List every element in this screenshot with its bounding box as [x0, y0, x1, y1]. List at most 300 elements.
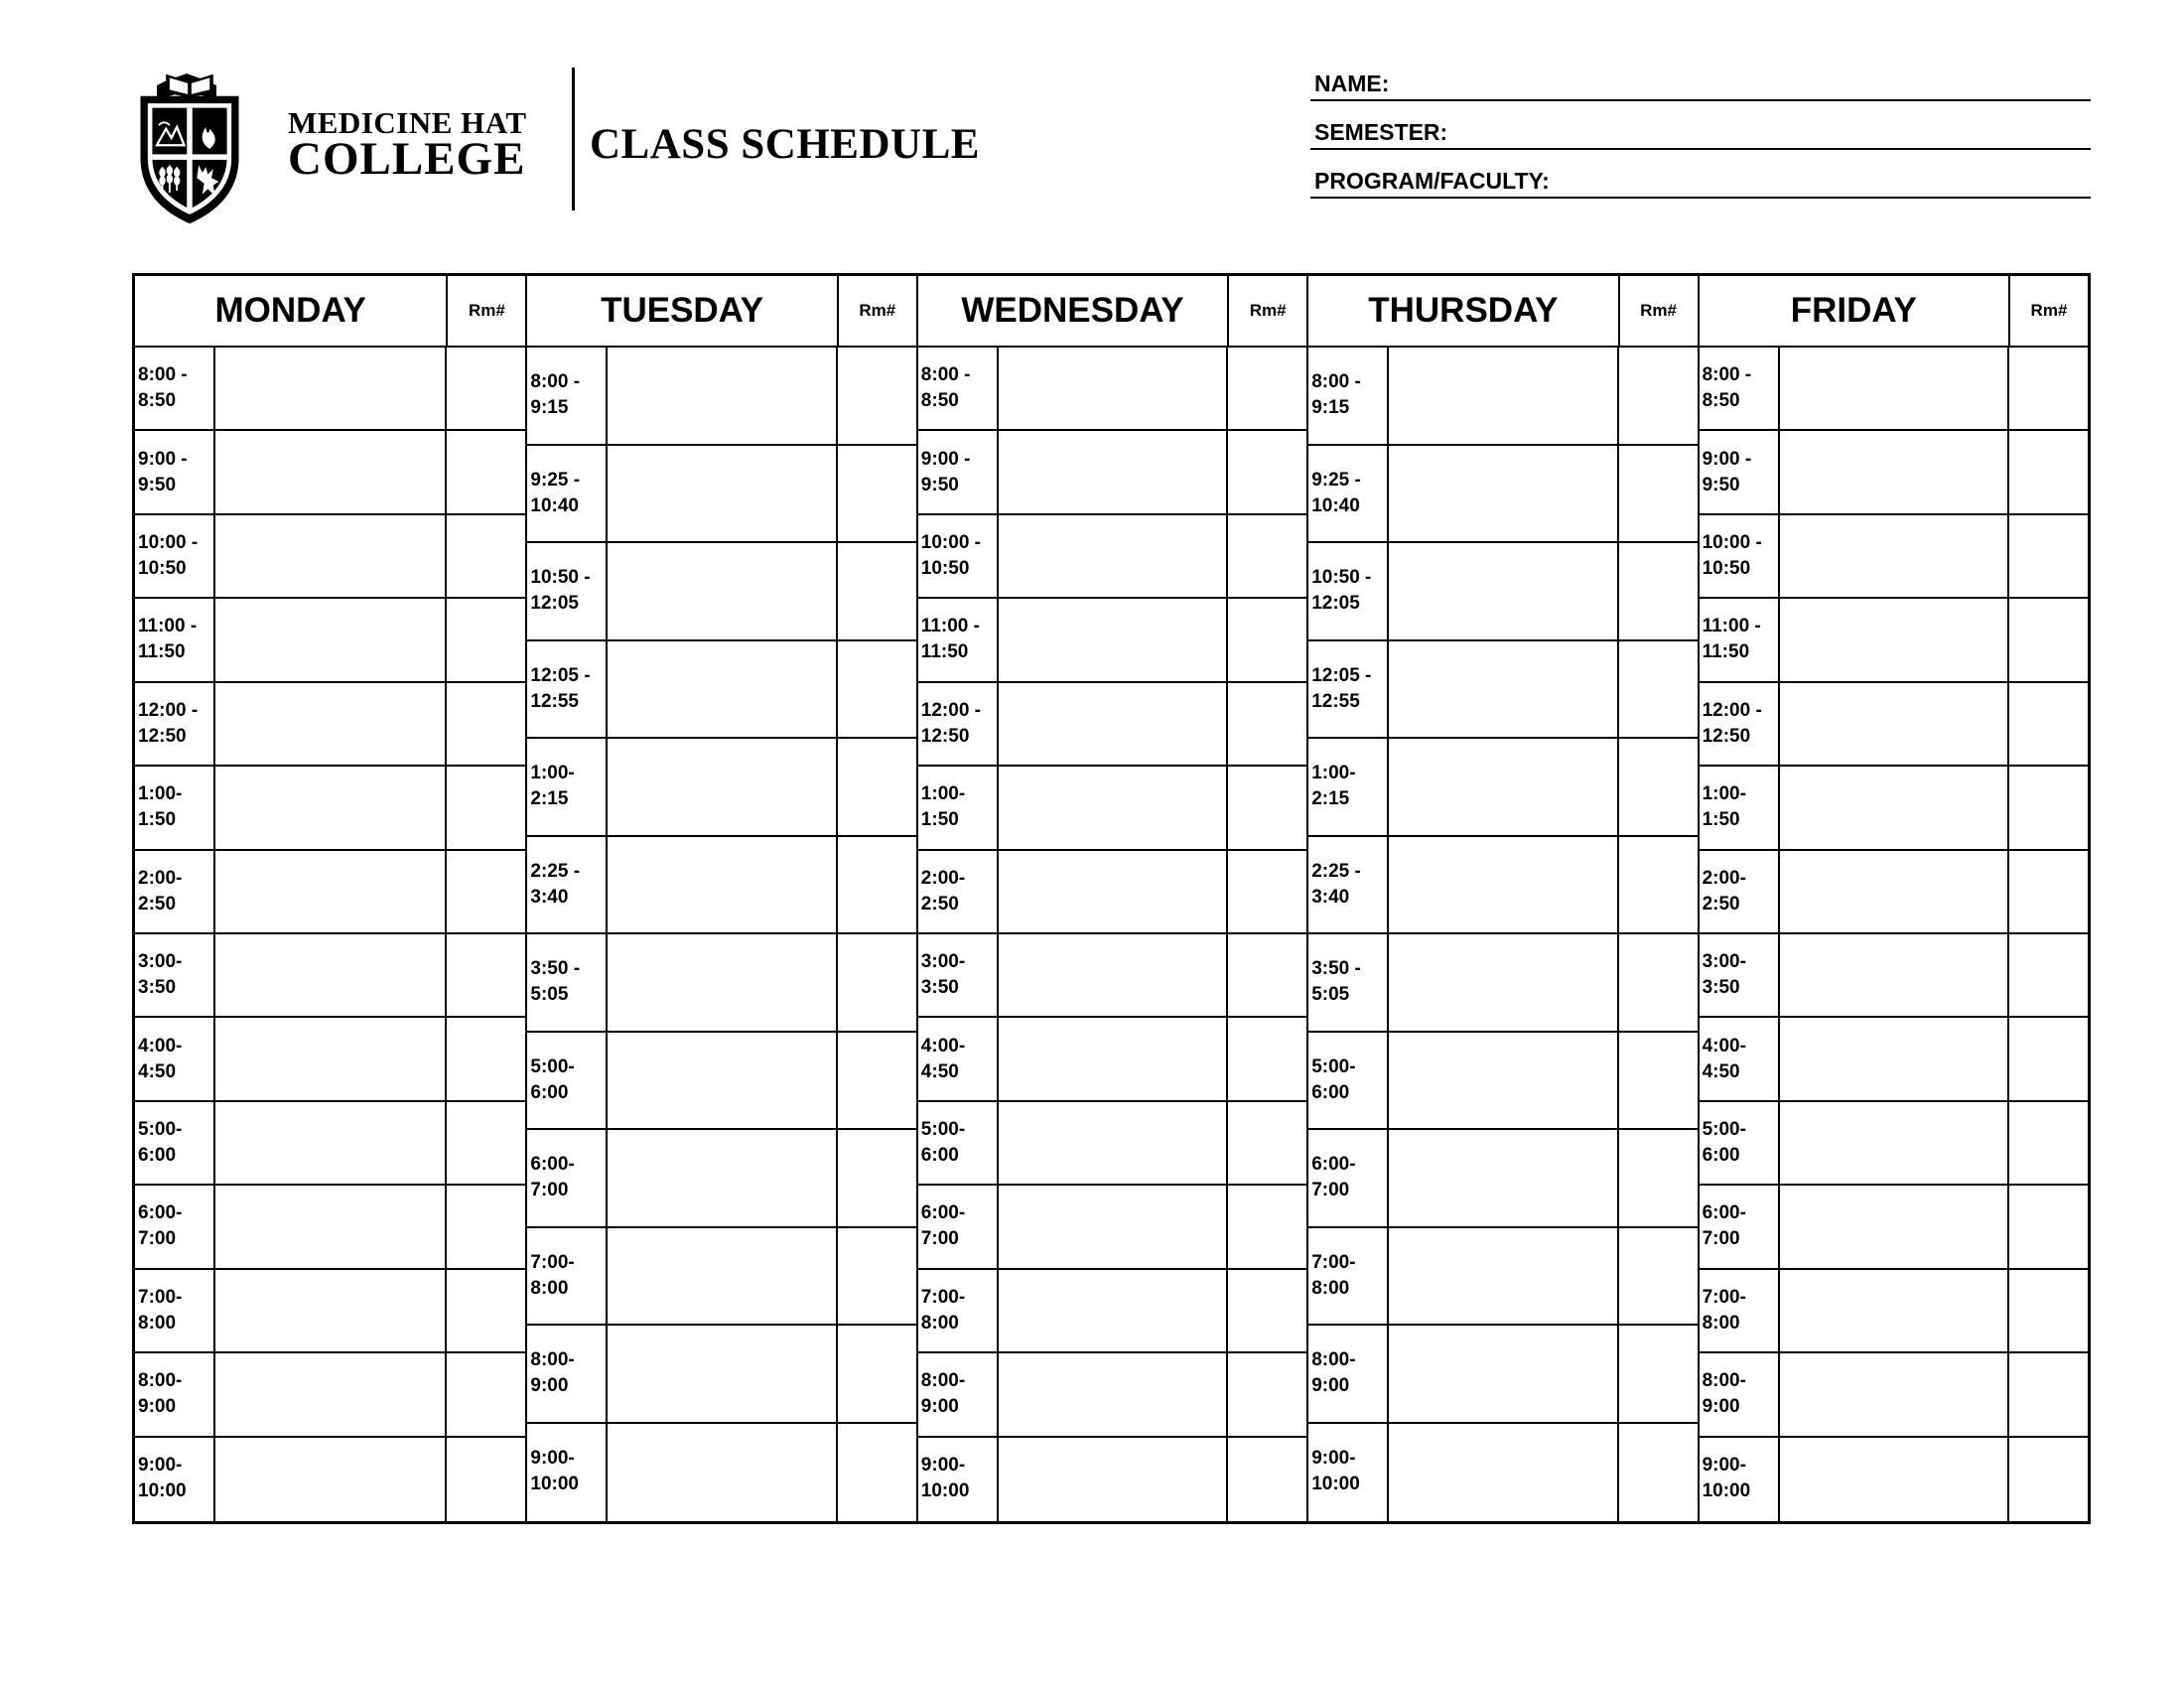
- time-slot-label: 6:00- 7:00: [920, 1202, 966, 1250]
- time-slot-row: [1700, 683, 2088, 767]
- course-cell[interactable]: [1779, 1102, 2008, 1184]
- time-slot-row: [527, 641, 915, 740]
- name-field-label: NAME:: [1314, 70, 1390, 96]
- room-cell[interactable]: [1618, 446, 1698, 542]
- course-cell[interactable]: [1388, 1228, 1617, 1325]
- time-slot-label: 1:00- 1:50: [920, 783, 966, 831]
- course-cell[interactable]: [998, 934, 1227, 1016]
- time-slot-row: [527, 348, 915, 446]
- time-slot-row: [135, 851, 525, 934]
- room-cell[interactable]: [446, 767, 525, 848]
- day-name: THURSDAY: [1368, 291, 1559, 330]
- time-slot-row: [1308, 1130, 1697, 1228]
- time-slot-row: [1700, 1018, 2088, 1101]
- room-cell[interactable]: [446, 851, 525, 932]
- time-slot-row: [1700, 1186, 2088, 1269]
- room-cell[interactable]: [1618, 739, 1698, 835]
- time-slot-row: [135, 1353, 525, 1437]
- course-cell[interactable]: [607, 739, 836, 835]
- day-column-monday: [135, 276, 525, 1521]
- course-cell[interactable]: [1779, 515, 2008, 597]
- room-column-label: Rm#: [2008, 276, 2088, 346]
- time-slot-row: [1700, 599, 2088, 682]
- time-slot-row: [527, 837, 915, 935]
- course-cell[interactable]: [1779, 1438, 2008, 1521]
- program-faculty-field[interactable]: [1310, 157, 2091, 199]
- time-slot-label: 8:00 - 9:15: [1311, 371, 1361, 419]
- course-cell[interactable]: [1779, 1018, 2008, 1099]
- course-cell[interactable]: [1388, 1130, 1617, 1226]
- time-slot-label: 3:50 - 5:05: [530, 958, 581, 1006]
- time-slot-row: [527, 934, 915, 1033]
- course-cell[interactable]: [998, 1438, 1227, 1521]
- course-cell[interactable]: [1388, 543, 1617, 639]
- time-slot-row: [135, 1438, 525, 1521]
- time-slot-label: 9:00 - 9:50: [920, 448, 971, 495]
- semester-field[interactable]: [1310, 108, 2091, 150]
- room-cell[interactable]: [837, 739, 916, 835]
- course-cell[interactable]: [607, 446, 836, 542]
- room-cell[interactable]: [446, 1438, 525, 1521]
- time-slot-label: 11:00 - 11:50: [138, 616, 198, 663]
- room-cell[interactable]: [1227, 851, 1306, 932]
- room-cell[interactable]: [837, 348, 916, 444]
- time-slot-label: 4:00- 4:50: [920, 1035, 966, 1082]
- course-cell[interactable]: [214, 515, 446, 597]
- time-slot-label: 2:00- 2:50: [920, 867, 966, 914]
- time-slot-row: [527, 739, 915, 837]
- room-column-label: Rm#: [1227, 276, 1306, 346]
- course-cell[interactable]: [214, 1438, 446, 1521]
- room-cell[interactable]: [837, 446, 916, 542]
- time-slot-label: 12:05 - 12:55: [1311, 664, 1372, 712]
- course-cell[interactable]: [214, 1186, 446, 1267]
- time-slot-row: [1308, 348, 1697, 446]
- time-slot-row: [1700, 767, 2088, 850]
- room-column-label: Rm#: [837, 276, 916, 346]
- program-faculty-field-label: PROGRAM/FACULTY:: [1314, 168, 1550, 194]
- room-cell[interactable]: [1618, 641, 1698, 738]
- time-slot-label: 5:00- 6:00: [920, 1119, 966, 1167]
- time-slot-label: 3:00- 3:50: [1702, 951, 1746, 999]
- time-slot-label: 9:00- 10:00: [530, 1447, 579, 1494]
- time-slot-label: 9:00- 10:00: [1311, 1447, 1360, 1494]
- course-cell[interactable]: [607, 1326, 836, 1422]
- room-cell[interactable]: [837, 1228, 916, 1325]
- time-slot-label: 2:25 - 3:40: [530, 860, 581, 908]
- time-slot-row: [527, 1326, 915, 1424]
- room-cell[interactable]: [2008, 1018, 2088, 1099]
- course-cell[interactable]: [998, 1102, 1227, 1184]
- room-cell[interactable]: [446, 1186, 525, 1267]
- course-cell[interactable]: [998, 431, 1227, 512]
- course-cell[interactable]: [607, 1424, 836, 1522]
- room-cell[interactable]: [1618, 1130, 1698, 1226]
- room-cell[interactable]: [1227, 1353, 1306, 1435]
- course-cell[interactable]: [214, 767, 446, 848]
- course-cell[interactable]: [1779, 1353, 2008, 1435]
- course-cell[interactable]: [1388, 1424, 1617, 1522]
- time-slot-label: 9:00 - 9:50: [1702, 448, 1752, 495]
- time-slot-row: [527, 1228, 915, 1327]
- column-divider: [1387, 348, 1389, 1521]
- course-cell[interactable]: [1388, 446, 1617, 542]
- room-cell[interactable]: [837, 1033, 916, 1129]
- time-slot-label: 9:00- 10:00: [138, 1454, 187, 1501]
- day-header: [1308, 276, 1697, 348]
- time-slot-row: [135, 1270, 525, 1353]
- course-cell[interactable]: [1779, 1186, 2008, 1267]
- course-cell[interactable]: [998, 767, 1227, 848]
- room-cell[interactable]: [1227, 599, 1306, 680]
- room-cell[interactable]: [837, 1326, 916, 1422]
- room-cell[interactable]: [1227, 934, 1306, 1016]
- time-slot-row: [527, 446, 915, 544]
- time-slot-row: [1700, 515, 2088, 599]
- room-cell[interactable]: [1227, 1186, 1306, 1267]
- time-slot-label: 11:00 - 11:50: [920, 616, 980, 663]
- room-cell[interactable]: [1227, 431, 1306, 512]
- course-cell[interactable]: [607, 641, 836, 738]
- room-cell[interactable]: [837, 1424, 916, 1522]
- course-cell[interactable]: [1779, 599, 2008, 680]
- time-slot-row: [1308, 934, 1697, 1033]
- room-cell[interactable]: [1618, 543, 1698, 639]
- time-slot-row: [1700, 1270, 2088, 1353]
- course-cell[interactable]: [607, 1130, 836, 1226]
- course-cell[interactable]: [1388, 641, 1617, 738]
- room-cell[interactable]: [2008, 934, 2088, 1016]
- time-slot-label: 8:00- 9:00: [138, 1370, 183, 1418]
- time-slot-label: 7:00- 8:00: [1311, 1251, 1356, 1299]
- room-cell[interactable]: [446, 1353, 525, 1435]
- course-cell[interactable]: [607, 934, 836, 1031]
- column-divider: [1778, 348, 1780, 1521]
- course-cell[interactable]: [214, 1102, 446, 1184]
- course-cell[interactable]: [607, 837, 836, 933]
- day-name: FRIDAY: [1790, 291, 1917, 330]
- course-cell[interactable]: [607, 1228, 836, 1325]
- course-cell[interactable]: [214, 683, 446, 765]
- time-slot-label: 1:00- 2:15: [1311, 763, 1356, 810]
- room-cell[interactable]: [1618, 348, 1698, 444]
- time-slot-label: 8:00 - 8:50: [138, 364, 188, 412]
- time-slot-label: 10:50 - 12:05: [1311, 567, 1372, 615]
- time-slot-label: 3:00- 3:50: [920, 951, 966, 999]
- time-slot-label: 10:00 - 10:50: [920, 532, 981, 580]
- room-column-label: Rm#: [1618, 276, 1698, 346]
- course-cell[interactable]: [998, 515, 1227, 597]
- course-cell[interactable]: [607, 348, 836, 444]
- room-column-label: Rm#: [446, 276, 525, 346]
- time-slot-row: [527, 1424, 915, 1522]
- time-slot-label: 10:50 - 12:05: [530, 567, 591, 615]
- time-slot-label: 9:00 - 9:50: [138, 448, 188, 495]
- time-slot-label: 12:00 - 12:50: [138, 699, 199, 747]
- column-divider: [997, 348, 999, 1521]
- day-header: [527, 276, 915, 348]
- room-cell[interactable]: [837, 934, 916, 1031]
- room-cell[interactable]: [1227, 348, 1306, 429]
- room-cell[interactable]: [446, 431, 525, 512]
- time-slot-row: [135, 1102, 525, 1186]
- time-slot-row: [135, 767, 525, 850]
- time-slot-label: 9:25 - 10:40: [1311, 469, 1361, 516]
- time-slot-label: 11:00 - 11:50: [1702, 616, 1761, 663]
- room-cell[interactable]: [2008, 599, 2088, 680]
- course-cell[interactable]: [1779, 851, 2008, 932]
- time-slot-row: [527, 543, 915, 641]
- course-cell[interactable]: [214, 1018, 446, 1099]
- time-slot-label: 8:00 - 8:50: [1702, 364, 1752, 412]
- room-cell[interactable]: [1618, 1424, 1698, 1522]
- time-slot-label: 5:00- 6:00: [1702, 1119, 1746, 1167]
- time-slot-label: 9:25 - 10:40: [530, 469, 581, 516]
- room-cell[interactable]: [1618, 1033, 1698, 1129]
- room-cell[interactable]: [2008, 1186, 2088, 1267]
- course-cell[interactable]: [1779, 1270, 2008, 1351]
- time-slot-row: [918, 348, 1306, 431]
- time-slot-label: 8:00- 9:00: [1311, 1349, 1356, 1397]
- room-cell[interactable]: [2008, 851, 2088, 932]
- time-slot-row: [135, 1186, 525, 1269]
- time-slot-row: [527, 1033, 915, 1131]
- course-cell[interactable]: [1779, 767, 2008, 848]
- course-cell[interactable]: [998, 1018, 1227, 1099]
- course-cell[interactable]: [214, 1353, 446, 1435]
- course-cell[interactable]: [1388, 739, 1617, 835]
- time-slot-row: [918, 515, 1306, 599]
- day-header: [135, 276, 525, 348]
- day-column-thursday: [1306, 276, 1697, 1521]
- time-slot-row: [135, 515, 525, 599]
- time-slot-row: [918, 431, 1306, 514]
- course-cell[interactable]: [1388, 1326, 1617, 1422]
- time-slot-row: [135, 1018, 525, 1101]
- column-divider: [445, 348, 447, 1521]
- course-cell[interactable]: [214, 431, 446, 512]
- time-slot-row: [1700, 431, 2088, 514]
- column-divider: [2007, 348, 2009, 1521]
- time-slot-label: 8:00- 9:00: [1702, 1370, 1746, 1418]
- day-header: [1700, 276, 2088, 348]
- room-cell[interactable]: [446, 1270, 525, 1351]
- course-cell[interactable]: [1388, 1033, 1617, 1129]
- room-cell[interactable]: [2008, 683, 2088, 765]
- time-slot-label: 6:00- 7:00: [1311, 1154, 1356, 1201]
- course-cell[interactable]: [1388, 934, 1617, 1031]
- course-cell[interactable]: [1388, 348, 1617, 444]
- time-slot-row: [918, 683, 1306, 767]
- time-slot-row: [918, 1353, 1306, 1437]
- semester-field-label: SEMESTER:: [1314, 119, 1448, 145]
- time-slot-label: 5:00- 6:00: [530, 1055, 575, 1103]
- time-slot-label: 3:00- 3:50: [138, 951, 183, 999]
- time-slot-label: 8:00 - 9:15: [530, 371, 581, 419]
- course-cell[interactable]: [998, 599, 1227, 680]
- time-slot-row: [918, 1186, 1306, 1269]
- college-name-line2: COLLEGE: [288, 133, 526, 185]
- college-name-line1: MEDICINE HAT: [288, 105, 527, 140]
- course-cell[interactable]: [214, 934, 446, 1016]
- time-slot-row: [135, 683, 525, 767]
- time-slot-row: [135, 348, 525, 431]
- time-slot-row: [1308, 543, 1697, 641]
- time-slot-row: [1700, 934, 2088, 1018]
- time-slot-label: 6:00- 7:00: [1702, 1202, 1746, 1250]
- room-cell[interactable]: [2008, 1438, 2088, 1521]
- time-slot-label: 4:00- 4:50: [1702, 1035, 1746, 1082]
- course-cell[interactable]: [1779, 934, 2008, 1016]
- room-cell[interactable]: [1618, 837, 1698, 933]
- course-cell[interactable]: [214, 348, 446, 429]
- time-slot-label: 7:00- 8:00: [138, 1286, 183, 1334]
- time-slot-row: [918, 599, 1306, 682]
- room-cell[interactable]: [2008, 1270, 2088, 1351]
- day-column-friday: [1698, 276, 2088, 1521]
- column-divider: [213, 348, 215, 1521]
- day-column-tuesday: [525, 276, 915, 1521]
- time-slot-row: [918, 851, 1306, 934]
- time-slot-label: 1:00- 1:50: [138, 783, 183, 831]
- time-slot-label: 2:00- 2:50: [1702, 867, 1746, 914]
- course-cell[interactable]: [998, 1270, 1227, 1351]
- course-cell[interactable]: [1779, 683, 2008, 765]
- time-slot-row: [1700, 1353, 2088, 1437]
- column-divider: [836, 348, 838, 1521]
- room-cell[interactable]: [2008, 1353, 2088, 1435]
- course-cell[interactable]: [1388, 837, 1617, 933]
- room-cell[interactable]: [446, 683, 525, 765]
- time-slot-label: 12:00 - 12:50: [920, 699, 981, 747]
- room-cell[interactable]: [837, 641, 916, 738]
- room-cell[interactable]: [446, 348, 525, 429]
- room-cell[interactable]: [1227, 1018, 1306, 1099]
- course-cell[interactable]: [214, 851, 446, 932]
- time-slot-label: 8:00- 9:00: [530, 1349, 575, 1397]
- course-cell[interactable]: [214, 1270, 446, 1351]
- room-cell[interactable]: [2008, 348, 2088, 429]
- room-cell[interactable]: [1227, 767, 1306, 848]
- time-slot-label: 3:50 - 5:05: [1311, 958, 1361, 1006]
- room-cell[interactable]: [446, 599, 525, 680]
- time-slot-label: 8:00 - 8:50: [920, 364, 971, 412]
- document-title: CLASS SCHEDULE: [590, 121, 980, 168]
- header-divider: [572, 68, 575, 211]
- room-cell[interactable]: [2008, 1102, 2088, 1184]
- day-name: WEDNESDAY: [961, 291, 1184, 330]
- weekly-schedule-grid: [132, 273, 2091, 1524]
- room-cell[interactable]: [1618, 1326, 1698, 1422]
- time-slot-label: 9:00- 10:00: [920, 1454, 970, 1501]
- time-slot-label: 6:00- 7:00: [138, 1202, 183, 1250]
- time-slot-label: 10:00 - 10:50: [1702, 532, 1762, 580]
- day-column-wednesday: [916, 276, 1306, 1521]
- time-slot-label: 2:00- 2:50: [138, 867, 183, 914]
- time-slot-row: [135, 934, 525, 1018]
- time-slot-label: 12:00 - 12:50: [1702, 699, 1762, 747]
- room-cell[interactable]: [2008, 767, 2088, 848]
- course-cell[interactable]: [1779, 431, 2008, 512]
- room-cell[interactable]: [837, 543, 916, 639]
- time-slot-label: 7:00- 8:00: [530, 1251, 575, 1299]
- time-slot-label: 6:00- 7:00: [530, 1154, 575, 1201]
- time-slot-row: [918, 1270, 1306, 1353]
- time-slot-row: [1308, 1424, 1697, 1522]
- time-slot-label: 1:00- 1:50: [1702, 783, 1746, 831]
- column-divider: [1226, 348, 1228, 1521]
- course-cell[interactable]: [607, 543, 836, 639]
- column-divider: [606, 348, 608, 1521]
- column-divider: [1617, 348, 1619, 1521]
- time-slot-label: 7:00- 8:00: [920, 1286, 966, 1334]
- time-slot-label: 5:00- 6:00: [1311, 1055, 1356, 1103]
- time-slot-row: [918, 767, 1306, 850]
- room-cell[interactable]: [446, 934, 525, 1016]
- room-cell[interactable]: [1227, 1438, 1306, 1521]
- time-slot-row: [135, 431, 525, 514]
- room-cell[interactable]: [446, 1102, 525, 1184]
- course-cell[interactable]: [607, 1033, 836, 1129]
- time-slot-row: [1308, 446, 1697, 544]
- time-slot-row: [918, 934, 1306, 1018]
- time-slot-row: [1700, 1102, 2088, 1186]
- time-slot-row: [1308, 837, 1697, 935]
- course-cell[interactable]: [998, 851, 1227, 932]
- room-cell[interactable]: [446, 1018, 525, 1099]
- course-cell[interactable]: [998, 348, 1227, 429]
- college-name: [288, 107, 527, 183]
- room-cell[interactable]: [837, 1130, 916, 1226]
- time-slot-row: [1308, 1228, 1697, 1327]
- time-slot-label: 7:00- 8:00: [1702, 1286, 1746, 1334]
- room-cell[interactable]: [837, 837, 916, 933]
- room-cell[interactable]: [2008, 431, 2088, 512]
- course-cell[interactable]: [998, 1353, 1227, 1435]
- time-slot-label: 2:25 - 3:40: [1311, 860, 1361, 908]
- day-name: TUESDAY: [601, 291, 764, 330]
- time-slot-row: [1308, 641, 1697, 740]
- day-header: [918, 276, 1306, 348]
- room-cell[interactable]: [1618, 934, 1698, 1031]
- course-cell[interactable]: [214, 599, 446, 680]
- time-slot-row: [1308, 1326, 1697, 1424]
- room-cell[interactable]: [446, 515, 525, 597]
- time-slot-label: 4:00- 4:50: [138, 1035, 183, 1082]
- room-cell[interactable]: [2008, 515, 2088, 597]
- time-slot-row: [527, 1130, 915, 1228]
- crest-shield-icon: [135, 64, 244, 232]
- course-cell[interactable]: [998, 683, 1227, 765]
- course-cell[interactable]: [1779, 348, 2008, 429]
- time-slot-label: 10:00 - 10:50: [138, 532, 199, 580]
- room-cell[interactable]: [1227, 515, 1306, 597]
- room-cell[interactable]: [1227, 683, 1306, 765]
- day-name: MONDAY: [214, 291, 366, 330]
- time-slot-row: [918, 1102, 1306, 1186]
- room-cell[interactable]: [1227, 1102, 1306, 1184]
- time-slot-row: [1700, 1438, 2088, 1521]
- name-field[interactable]: [1310, 60, 2091, 101]
- time-slot-label: 9:00- 10:00: [1702, 1454, 1751, 1501]
- room-cell[interactable]: [1227, 1270, 1306, 1351]
- time-slot-row: [1700, 348, 2088, 431]
- time-slot-row: [918, 1018, 1306, 1101]
- time-slot-row: [1308, 1033, 1697, 1131]
- room-cell[interactable]: [1618, 1228, 1698, 1325]
- course-cell[interactable]: [998, 1186, 1227, 1267]
- time-slot-row: [918, 1438, 1306, 1521]
